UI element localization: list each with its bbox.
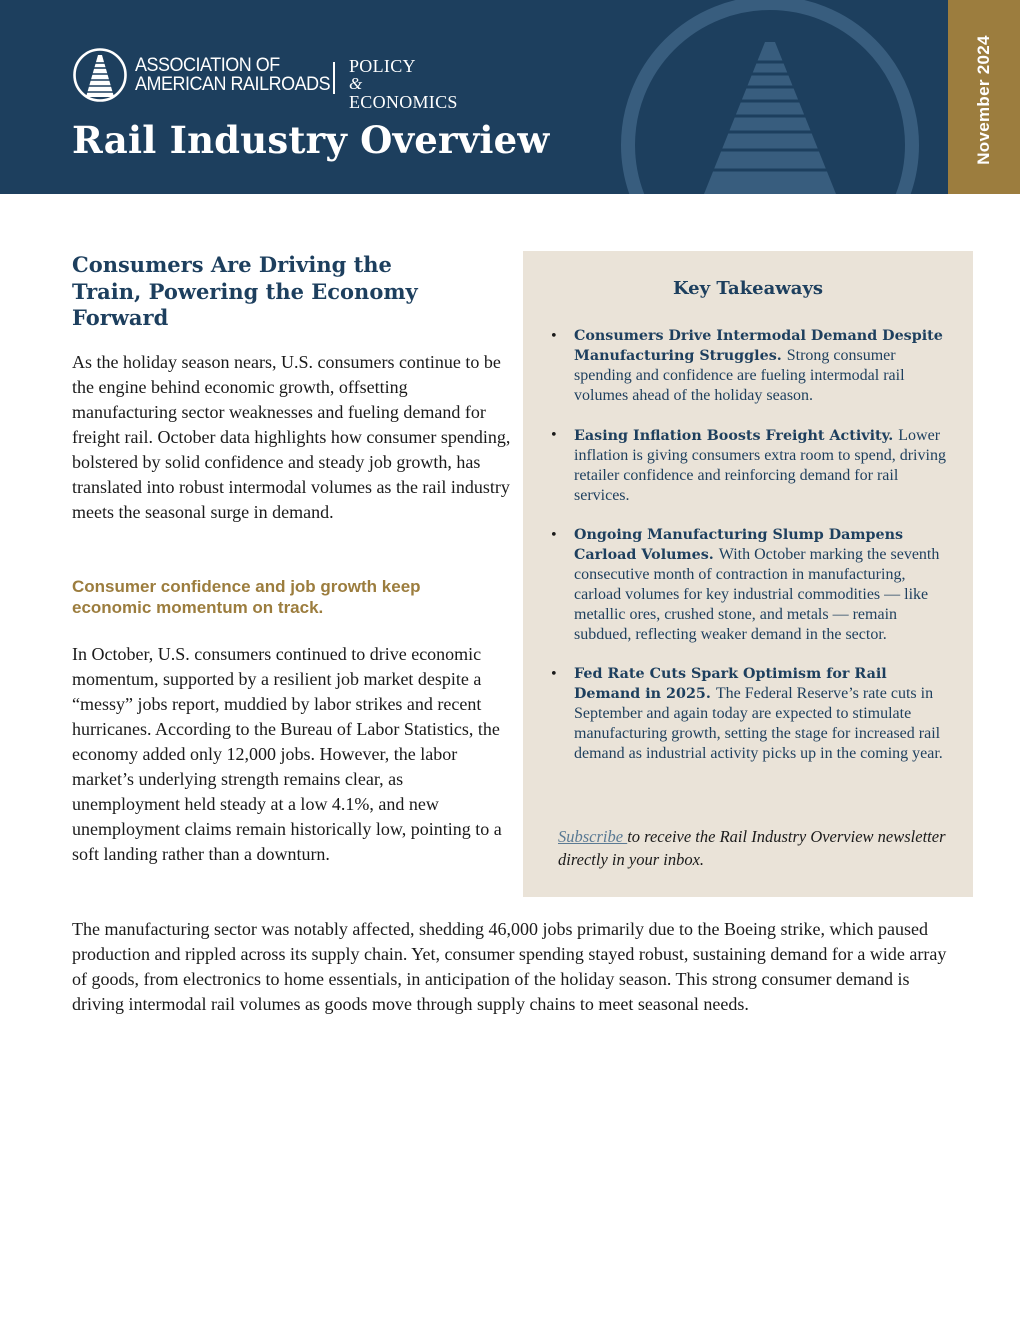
takeaways-list bbox=[523, 327, 973, 784]
takeaway-item bbox=[523, 526, 973, 645]
header-banner bbox=[0, 0, 948, 194]
takeaway-title: Fed Rate Cuts Spark Optimism for Rail Demand in 2025. bbox=[574, 666, 887, 702]
issue-date: November 2024 bbox=[974, 35, 993, 165]
subscribe-text: to receive the Rail Industry Overview newsletter directly in your inbox. bbox=[558, 827, 946, 869]
section-subheading: Consumer confidence and job growth keep economic momentum on track. bbox=[72, 577, 421, 617]
division-ampersand: & bbox=[349, 74, 363, 93]
key-takeaways-heading: Key Takeaways bbox=[672, 278, 824, 299]
railroad-track-icon bbox=[600, 0, 940, 194]
takeaway-item bbox=[523, 665, 973, 764]
key-takeaways-box bbox=[523, 251, 973, 897]
takeaway-body: The Federal Reserve’s rate cuts in September and again today are expected to stimulate manufacturing growth, setting the stage for increased rail demand as industrial activity picks up in the coming year. bbox=[574, 685, 943, 762]
division-line-1: POLICY bbox=[349, 56, 416, 76]
takeaway-item bbox=[523, 327, 973, 406]
bullet-icon: • bbox=[550, 329, 558, 344]
division-name bbox=[349, 57, 458, 111]
division-line-2: ECONOMICS bbox=[349, 92, 458, 112]
bullet-icon: • bbox=[550, 667, 558, 682]
logo-divider bbox=[333, 62, 335, 94]
org-name-line-1: ASSOCIATION OF bbox=[135, 54, 280, 76]
date-tab bbox=[948, 0, 1020, 194]
body-paragraph-2: The manufacturing sector was notably affected, shedding 46,000 jobs primarily due to the Boeing strike, which paused production and rippled across its supply chain. Yet, consumer spending stayed robust, sustaining demand for a wide array of goods, from electronics to home essentials, in anticipation of the holiday season. This strong consumer demand is driving intermodal rail volumes as goods move through supply chains to meet seasonal needs. bbox=[72, 919, 947, 1014]
report-title: Rail Industry Overview bbox=[72, 118, 550, 162]
railroad-track-icon bbox=[72, 47, 128, 103]
org-name bbox=[135, 56, 330, 94]
takeaway-body: Strong consumer spending and confidence are fueling intermodal rail volumes ahead of the holiday season. bbox=[574, 347, 905, 404]
body-paragraph-1: In October, U.S. consumers continued to drive economic momentum, supported by a resilient job market despite a “messy” jobs report, muddied by labor strikes and recent hurricanes. According to the Bureau of Labor Statistics, the economy added only 12,000 jobs. However, the labor market’s underlying strength remains clear, as unemployment held steady at a low 4.1%, and new unemployment claims remain historically low, pointing to a soft landing rather than a downturn. bbox=[72, 644, 502, 864]
org-name-line-2: AMERICAN RAILROADS bbox=[135, 73, 331, 95]
takeaway-item bbox=[523, 426, 973, 506]
takeaway-body: With October marking the seventh consecutive month of contraction in manufacturing, carload volumes for key industrial commodities — like metallic ores, crushed stone, and metals — remain subdued, reflecting weaker demand in the sector. bbox=[574, 546, 940, 643]
takeaway-body: Lower inflation is giving consumers extra room to spend, driving retailer confidence and reinforcing demand for rail services. bbox=[574, 427, 946, 504]
intro-paragraph: As the holiday season nears, U.S. consumers continue to be the engine behind economic growth, offsetting manufacturing sector weaknesses and fueling demand for freight rail. October data highlights how consumer spending, bolstered by solid confidence and steady job growth, has translated into robust intermodal volumes as the rail industry meets the seasonal surge in demand. bbox=[72, 352, 511, 522]
bullet-icon: • bbox=[550, 428, 558, 443]
takeaway-title: Consumers Drive Intermodal Demand Despite Manufacturing Struggles. bbox=[574, 328, 943, 364]
aar-logo[interactable] bbox=[72, 46, 347, 104]
bullet-icon: • bbox=[550, 528, 558, 543]
subscribe-link[interactable]: Subscribe bbox=[558, 827, 628, 846]
article-title: Consumers Are Driving the Train, Powering the Economy Forward bbox=[72, 252, 418, 330]
takeaway-title: Easing Inflation Boosts Freight Activity. bbox=[574, 428, 899, 444]
subscribe-note bbox=[558, 825, 948, 871]
takeaway-title: Ongoing Manufacturing Slump Dampens Carload Volumes. bbox=[574, 527, 904, 563]
